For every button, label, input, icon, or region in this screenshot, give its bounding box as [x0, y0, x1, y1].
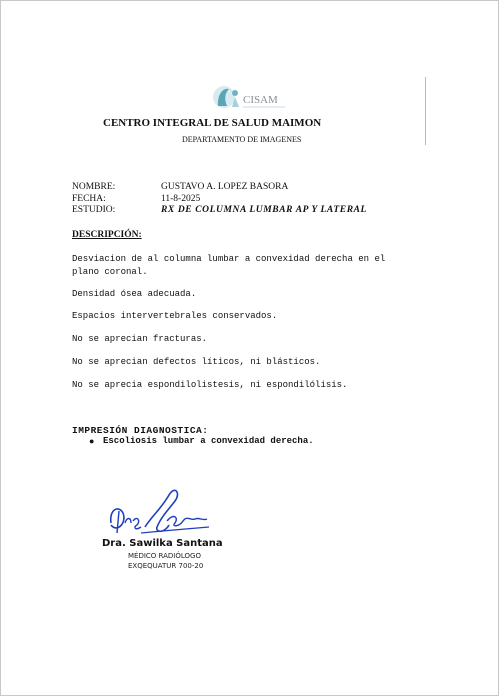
date-label: FECHA: [72, 194, 106, 204]
description-paragraph: No se aprecia espondilolistesis, ni espondilólisis. [72, 380, 348, 390]
organization-title: CENTRO INTEGRAL DE SALUD MAIMON [103, 117, 322, 129]
study-label: ESTUDIO: [72, 205, 116, 215]
department-subtitle: DEPARTAMENTO DE IMAGENES [182, 135, 302, 144]
date-value: 11-8-2025 [161, 194, 201, 204]
margin-divider [425, 77, 426, 145]
doctor-title: MÉDICO RADIÓLOGO [128, 552, 201, 560]
description-paragraph: No se aprecian defectos líticos, ni blásticos. [72, 357, 321, 367]
impression-heading: IMPRESIÓN DIAGNOSTICA: [72, 425, 209, 436]
description-paragraph: Desviacion de al columna lumbar a convexidad derecha en el plano coronal. [72, 254, 386, 277]
handwritten-signature [105, 487, 215, 541]
study-value: RX DE COLUMNA LUMBAR AP Y LATERAL [161, 205, 367, 215]
bullet-icon: ● [89, 436, 95, 446]
description-paragraph: Densidad ósea adecuada. [72, 289, 197, 299]
description-paragraph: No se aprecian fracturas. [72, 334, 208, 344]
svg-text:CISAM: CISAM [243, 94, 278, 106]
name-value: GUSTAVO A. LOPEZ BASORA [161, 182, 289, 192]
description-paragraph: Espacios intervertebrales conservados. [72, 311, 278, 321]
doctor-name: Dra. Sawilka Santana [102, 538, 223, 549]
impression-item: Escoliosis lumbar a convexidad derecha. [103, 436, 314, 446]
doctor-exequatur: EXQEQUATUR 700-20 [128, 562, 204, 570]
description-heading: DESCRIPCIÓN: [72, 230, 142, 240]
name-label: NOMBRE: [72, 182, 116, 192]
cisam-logo [209, 81, 289, 113]
